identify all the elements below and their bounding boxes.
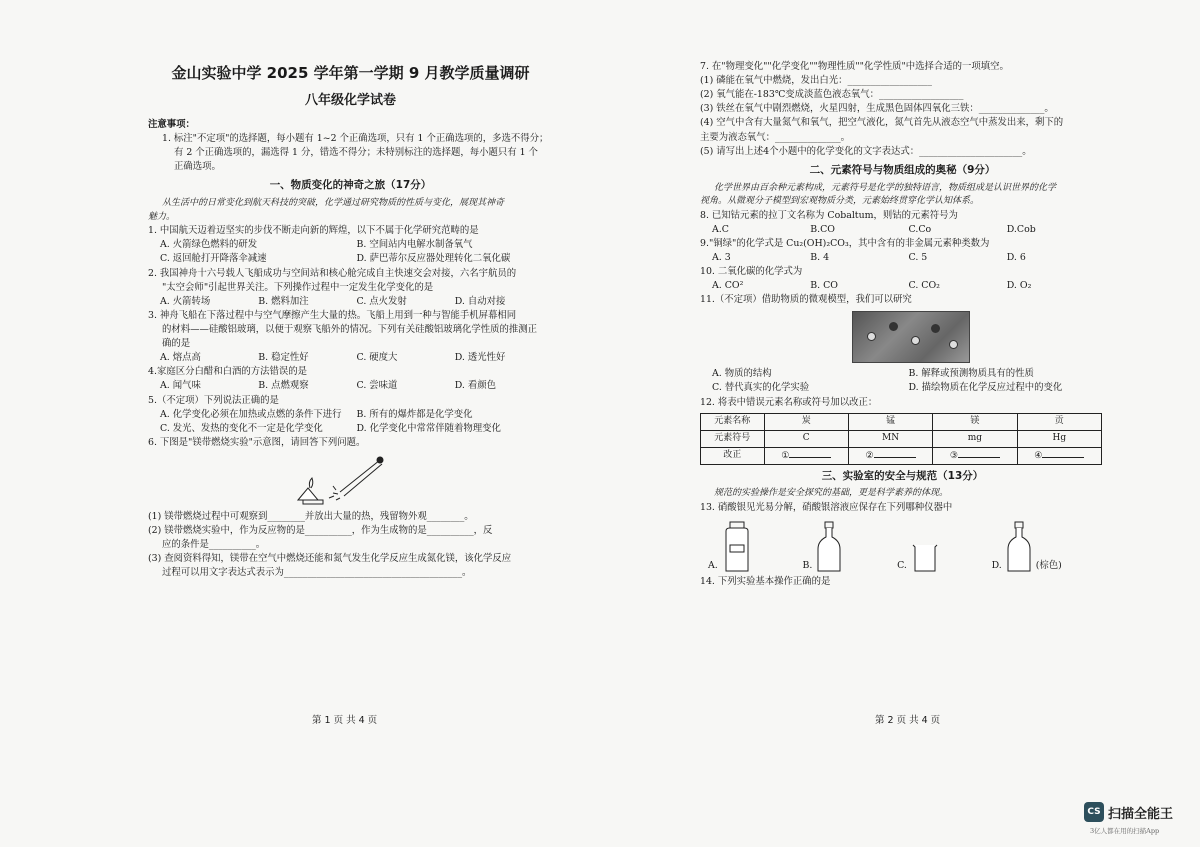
question-4-options	[148, 379, 553, 393]
question-3-options	[148, 351, 553, 365]
question-5-options	[148, 422, 553, 436]
wide-mouth-bottle-icon	[722, 521, 752, 573]
option: C. 尝味道	[356, 380, 398, 392]
narrow-mouth-bottle-icon	[816, 521, 842, 573]
blank-line	[958, 448, 1000, 458]
question-6-part: (1) 镁带燃烧过程中可观察到________并放出大量的热，残留物外观________。	[148, 510, 474, 522]
question-4: 4.家庭区分白醋和白酒的方法错误的是	[148, 366, 307, 378]
beaker-icon	[911, 543, 939, 573]
question-7-part: (5) 请写出上述4个小题中的化学变化的文字表达式：______________________。	[700, 145, 1032, 157]
table-cell	[764, 447, 848, 464]
option: D. 6	[1006, 251, 1026, 263]
option: C. 点火发射	[356, 295, 407, 307]
question-9: 9."铜绿"的化学式是 Cu₂(OH)₂CO₃，其中含有的非金属元素种类数为	[700, 237, 990, 249]
question-7: 7. 在"物理变化""化学变化""物理性质""化学性质"中选择合适的一项填空。	[700, 61, 1009, 72]
question-7-part: (2) 氧气能在-183℃变成淡蓝色液态氧气：__________________	[700, 89, 964, 101]
question-1-options	[148, 238, 553, 252]
option-b	[803, 521, 898, 573]
question-6-part: 过程可以用文字表达式表示为______________________________________。	[162, 567, 472, 579]
option: D. 描绘物质在化学反应过程中的变化	[908, 382, 1063, 394]
option: B. 稳定性好	[258, 352, 309, 364]
question-9-options	[700, 251, 1105, 265]
option: A.C	[712, 223, 729, 235]
question-7-part: (4) 空气中含有大量氮气和氧气，把空气液化，氮气首先从液态空气中蒸发出来，剩下的	[700, 117, 1064, 129]
magnesium-burning-illustration	[148, 452, 553, 508]
option: D.	[991, 559, 1002, 571]
question-6-part: 应的条件是__________。	[162, 539, 266, 551]
question-7-part: 主要为液态氧气：______________。	[700, 131, 851, 143]
table-cell: 元素符号	[701, 430, 765, 447]
table-cell: mg	[933, 430, 1017, 447]
question-7-part: (1) 磷能在氧气中燃烧，发出白光：__________________	[700, 75, 932, 87]
brown-note: (棕色)	[1035, 559, 1062, 571]
exam-subtitle: 八年级化学试卷	[304, 92, 396, 108]
page-1-footer: 第 1 页 共 4 页	[312, 715, 378, 726]
blank-label: ④	[1034, 450, 1043, 461]
option: A. 火箭转场	[160, 295, 211, 307]
option: B. CO	[810, 280, 838, 292]
exam-title: 金山实验中学 2025 学年第一学期 9 月教学质量调研	[171, 64, 530, 82]
blank-line	[874, 448, 916, 458]
question-8-options	[700, 223, 1105, 237]
table-cell	[1017, 447, 1101, 464]
option-a	[708, 521, 803, 573]
table-row	[701, 413, 1102, 430]
question-2-options	[148, 295, 553, 309]
question-3: 3. 神舟飞船在下落过程中与空气摩擦产生大量的热。飞船上用到一种与智能手机屏幕相同	[148, 309, 517, 321]
section-intro: 化学世界由百余种元素构成，元素符号是化学的独特语言，物质组成是认识世界的化学	[714, 182, 1057, 193]
option: B. 所有的爆炸都是化学变化	[356, 408, 473, 420]
option: A. 闻气味	[160, 380, 201, 392]
question-7-part: (3) 铁丝在氧气中剧烈燃烧，火星四射，生成黑色固体四氧化三铁：______________。	[700, 103, 1054, 115]
question-13: 13. 硝酸银见光易分解，硝酸银溶液应保存在下列哪种仪器中	[700, 501, 953, 513]
question-6-part: (2) 镁带燃烧实验中，作为反应物的是__________，作为生成物的是__________，反	[148, 525, 493, 537]
question-2: 2. 我国神舟十六号载人飞船成功与空间站和核心舱完成自主快速交会对接，六名宇航员的	[148, 267, 517, 279]
question-1-options	[148, 252, 553, 266]
section-intro: 从生活中的日常变化到航天科技的突破，化学通过研究物质的性质与变化，展现其神奇	[162, 198, 505, 209]
section-intro: 视角。从微观分子模型到宏观物质分类，元素始终贯穿化学认知体系。	[700, 196, 980, 207]
option: C. 替代真实的化学实验	[712, 382, 810, 394]
blank-line	[789, 448, 831, 458]
option: B. 解释或预测物质具有的性质	[908, 368, 1034, 380]
table-cell: 炭	[764, 413, 848, 430]
option: D. O₂	[1006, 280, 1032, 292]
option: C.Co	[908, 223, 932, 235]
table-cell: 镁	[933, 413, 1017, 430]
option: B. 燃料加注	[258, 295, 309, 307]
page-2	[700, 60, 1105, 740]
question-2: "太空会师"引起世界关注。下列操作过程中一定发生化学变化的是	[162, 281, 434, 293]
table-cell: C	[764, 430, 848, 447]
page-2-footer: 第 2 页 共 4 页	[875, 715, 941, 726]
table-cell: 元素名称	[701, 413, 765, 430]
watermark-subtitle: 3亿人都在用的扫描App	[1090, 827, 1160, 835]
table-row	[701, 447, 1102, 464]
option: A. 熔点高	[160, 352, 201, 364]
note-line: 正确选项。	[174, 161, 221, 173]
note-line: 1. 标注"不定项"的选择题，每小题有 1~2 个正确选项，只有 1 个正确选项的，多选不得分；	[162, 133, 549, 145]
question-13-options	[700, 515, 1105, 573]
notes-heading: 注意事项：	[148, 119, 195, 130]
watermark-title: 扫描全能王	[1108, 806, 1174, 822]
blank-line	[1042, 448, 1084, 458]
option: D. 自动对接	[454, 295, 506, 307]
option: A. 物质的结构	[712, 368, 772, 380]
option: C. 返回舱打开降落伞减速	[160, 253, 267, 265]
option-c	[897, 543, 992, 573]
note-line: 有 2 个正确选项的，漏选得 1 分，错选不得分；未特别标注的选择题，每小题只有 1 个	[174, 147, 538, 159]
option: B.CO	[810, 223, 835, 235]
table-cell	[933, 447, 1017, 464]
section-2-heading: 二、元素符号与物质组成的奥秘（9分）	[809, 163, 996, 176]
question-6: 6. 下图是"镁带燃烧实验"示意图，请回答下列问题。	[148, 436, 366, 448]
blank-label: ②	[865, 450, 874, 461]
option: A.	[708, 559, 718, 571]
blank-label: ①	[781, 450, 790, 461]
question-3: 确的是	[162, 338, 191, 350]
question-10-options	[700, 279, 1105, 293]
option: A. 化学变化必须在加热或点燃的条件下进行	[160, 408, 342, 420]
question-3: 的材料——硅酸铝玻璃，以便于观察飞船外的情况。下列有关硅酸铝玻璃化学性质的推测正	[162, 323, 538, 335]
option: C.	[897, 559, 907, 571]
question-12: 12. 将表中错误元素名称或符号加以改正：	[700, 396, 878, 408]
question-5-options	[148, 408, 553, 422]
blank-label: ③	[949, 450, 958, 461]
question-5: 5.（不定项）下列说法正确的是	[148, 394, 279, 406]
option: B. 4	[810, 251, 830, 263]
section-intro: 魅力。	[148, 211, 176, 222]
question-14: 14. 下列实验基本操作正确的是	[700, 575, 831, 587]
table-cell: 改正	[701, 447, 765, 464]
question-11: 11.（不定项）借助物质的微观模型，我们可以研究	[700, 294, 912, 306]
option: B.	[802, 559, 813, 571]
option: A. 火箭绿色燃料的研发	[160, 239, 258, 251]
table-cell: MN	[848, 430, 932, 447]
section-1-heading: 一、物质变化的神奇之旅（17分）	[269, 179, 432, 192]
option: D.Cob	[1006, 223, 1036, 235]
option: C. 硬度大	[356, 352, 398, 364]
option: B. 空间站内电解水制备氧气	[356, 239, 473, 251]
option: C. 5	[908, 251, 928, 263]
burner-and-tongs-icon	[148, 452, 553, 508]
question-10: 10. 二氧化碳的化学式为	[700, 265, 803, 277]
question-6-part: (3) 查阅资料得知，镁带在空气中燃烧还能和氮气发生化学反应生成氮化镁，该化学反应	[148, 553, 512, 565]
question-1: 1. 中国航天迈着迈坚实的步伐不断走向新的辉煌，以下不属于化学研究范畴的是	[148, 225, 479, 237]
option: A. 3	[712, 251, 731, 263]
question-8: 8. 已知钴元素的拉丁文名称为 Cobaltum，则钴的元素符号为	[700, 209, 958, 221]
option: C. 发光、发热的变化不一定是化学变化	[160, 422, 323, 434]
question-11-options	[700, 381, 1105, 395]
option: A. CO²	[712, 280, 744, 292]
section-3-heading: 三、实验室的安全与规范（13分）	[821, 469, 984, 482]
question-11-options	[700, 367, 1105, 381]
option: B. 点燃观察	[258, 380, 309, 392]
table-cell: 贡	[1017, 413, 1101, 430]
camscanner-logo-icon: CS	[1084, 802, 1104, 822]
scanner-watermark	[1084, 802, 1173, 822]
option-d	[992, 521, 1105, 573]
option: D. 看颜色	[454, 380, 497, 392]
option: D. 透光性好	[454, 352, 506, 364]
table-cell: 锰	[848, 413, 932, 430]
section-intro: 规范的实验操作是安全探究的基础，更是科学素养的体现。	[714, 488, 949, 499]
brown-bottle-icon	[1006, 521, 1032, 573]
table-row	[701, 430, 1102, 447]
element-correction-table	[700, 413, 1102, 465]
option: D. 萨巴蒂尔反应器处理转化二氧化碳	[356, 253, 511, 265]
option: D. 化学变化中常常伴随着物理变化	[356, 422, 501, 434]
page-1	[148, 60, 553, 740]
table-cell	[848, 447, 932, 464]
table-cell: Hg	[1017, 430, 1101, 447]
molecular-model-photo	[852, 311, 970, 363]
option: C. CO₂	[908, 280, 940, 292]
